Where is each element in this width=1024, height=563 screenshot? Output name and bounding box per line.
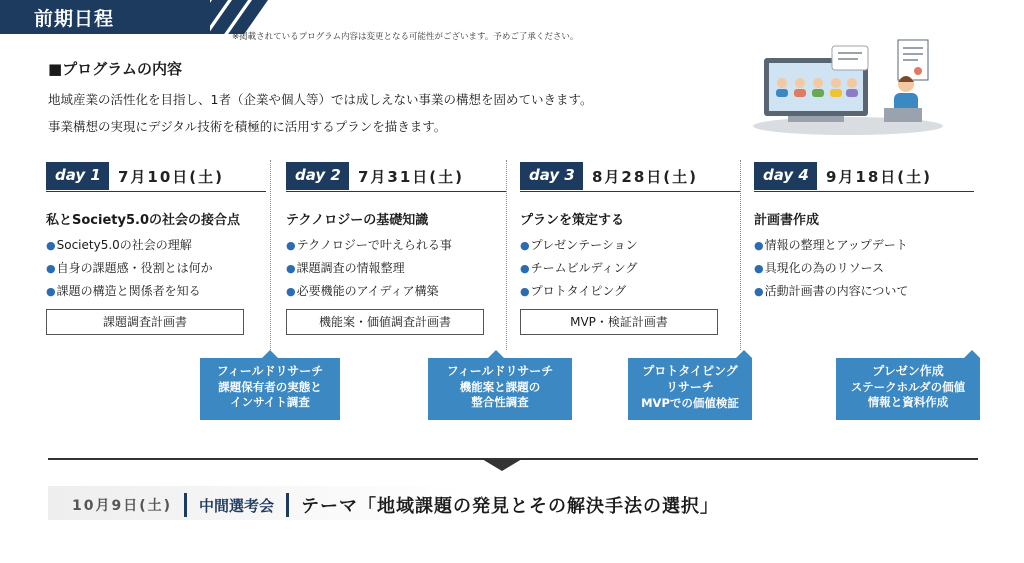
column-divider (740, 160, 741, 350)
day-badge: day 2 (286, 162, 349, 190)
bullet-icon: ● (46, 285, 56, 298)
day-title: 私とSociety5.0の社会の接合点 (46, 213, 240, 228)
header-banner (0, 0, 210, 34)
intro-line-2: 事業構想の実現にデジタル技術を積極的に活用するプランを描きます。 (48, 119, 447, 134)
page-title: 前期日程 (34, 8, 115, 30)
day-topic-list (286, 234, 506, 303)
list-item: ●プロトタイピング (520, 284, 627, 298)
bullet-icon: ● (46, 262, 56, 275)
bullet-icon: ● (754, 285, 764, 298)
day-badge: day 4 (754, 162, 817, 190)
column-divider (506, 160, 507, 350)
list-item: ●Society5.0の社会の理解 (46, 238, 192, 252)
day-date: 7月10日(土) (118, 168, 225, 186)
day-badge: day 1 (46, 162, 109, 190)
midterm-summary (72, 492, 719, 518)
callout-presentation: プレゼン作成 ステークホルダの価値 情報と資料作成 (836, 358, 980, 420)
day-header (286, 160, 506, 192)
midterm-label: 中間選考会 (199, 496, 275, 515)
bullet-icon: ● (520, 262, 530, 275)
section-heading: ■プログラムの内容 (48, 60, 183, 78)
change-notice: ※掲載されているプログラム内容は変更となる可能性がございます。予めご了承ください。 (232, 32, 579, 42)
list-item: ●プレゼンテーション (520, 238, 638, 252)
bullet-icon: ● (754, 262, 764, 275)
arrow-down-icon (482, 459, 522, 471)
day-column-3 (520, 160, 740, 335)
deliverable-box: 機能案・価値調査計画書 (286, 309, 484, 335)
list-item: ●自身の課題感・役割とは何か (46, 261, 213, 275)
day-title: プランを策定する (520, 213, 625, 228)
day-date: 8月28日(土) (592, 168, 699, 186)
day-header (46, 160, 266, 192)
list-item: ●課題の構造と関係者を知る (46, 284, 201, 298)
day-column-2 (286, 160, 506, 335)
bullet-icon: ● (286, 239, 296, 252)
day-date: 9月18日(土) (826, 168, 933, 186)
intro-line-1: 地域産業の活性化を目指し、1者（企業や個人等）では成しえない事業の構想を固めていきます。 (48, 92, 593, 107)
midterm-theme: テーマ「地域課題の発見とその解決手法の選択」 (301, 496, 720, 517)
day-header (754, 160, 974, 192)
deliverable-box: 課題調査計画書 (46, 309, 244, 335)
deliverable-box: MVP・検証計画書 (520, 309, 718, 335)
list-item: ●必要機能のアイディア構築 (286, 284, 439, 298)
bullet-icon: ● (520, 285, 530, 298)
day-header (520, 160, 740, 192)
list-item: ●具現化の為のリソース (754, 261, 885, 275)
callout-field-research-2: フィールドリサーチ 機能案と課題の 整合性調査 (428, 358, 572, 420)
bullet-icon: ● (286, 285, 296, 298)
list-item: ●情報の整理とアップデート (754, 238, 908, 252)
day-title: テクノロジーの基礎知識 (286, 213, 429, 228)
day-topic-list (46, 234, 266, 303)
day-topic-list (520, 234, 740, 303)
list-item: ●テクノロジーで叶えられる事 (286, 238, 452, 252)
bullet-icon: ● (286, 262, 296, 275)
callout-prototyping-research: プロトタイピング リサーチ MVPでの価値検証 (628, 358, 752, 420)
day-badge: day 3 (520, 162, 583, 190)
day-column-1 (46, 160, 266, 335)
day-column-4 (754, 160, 974, 303)
separator (286, 493, 289, 517)
bullet-icon: ● (754, 239, 764, 252)
day-topic-list (754, 234, 974, 303)
list-item: ●課題調査の情報整理 (286, 261, 405, 275)
video-conference-illustration (748, 38, 964, 138)
callout-field-research-1: フィールドリサーチ 課題保有者の実態と インサイト調査 (200, 358, 340, 420)
bullet-icon: ● (46, 239, 56, 252)
day-date: 7月31日(土) (358, 168, 465, 186)
day-title: 計画書作成 (754, 213, 820, 228)
midterm-date: 10月9日(土) (72, 498, 173, 514)
bullet-icon: ● (520, 239, 530, 252)
column-divider (270, 160, 271, 350)
separator (184, 493, 187, 517)
list-item: ●活動計画書の内容について (754, 284, 909, 298)
list-item: ●チームビルディング (520, 261, 638, 275)
